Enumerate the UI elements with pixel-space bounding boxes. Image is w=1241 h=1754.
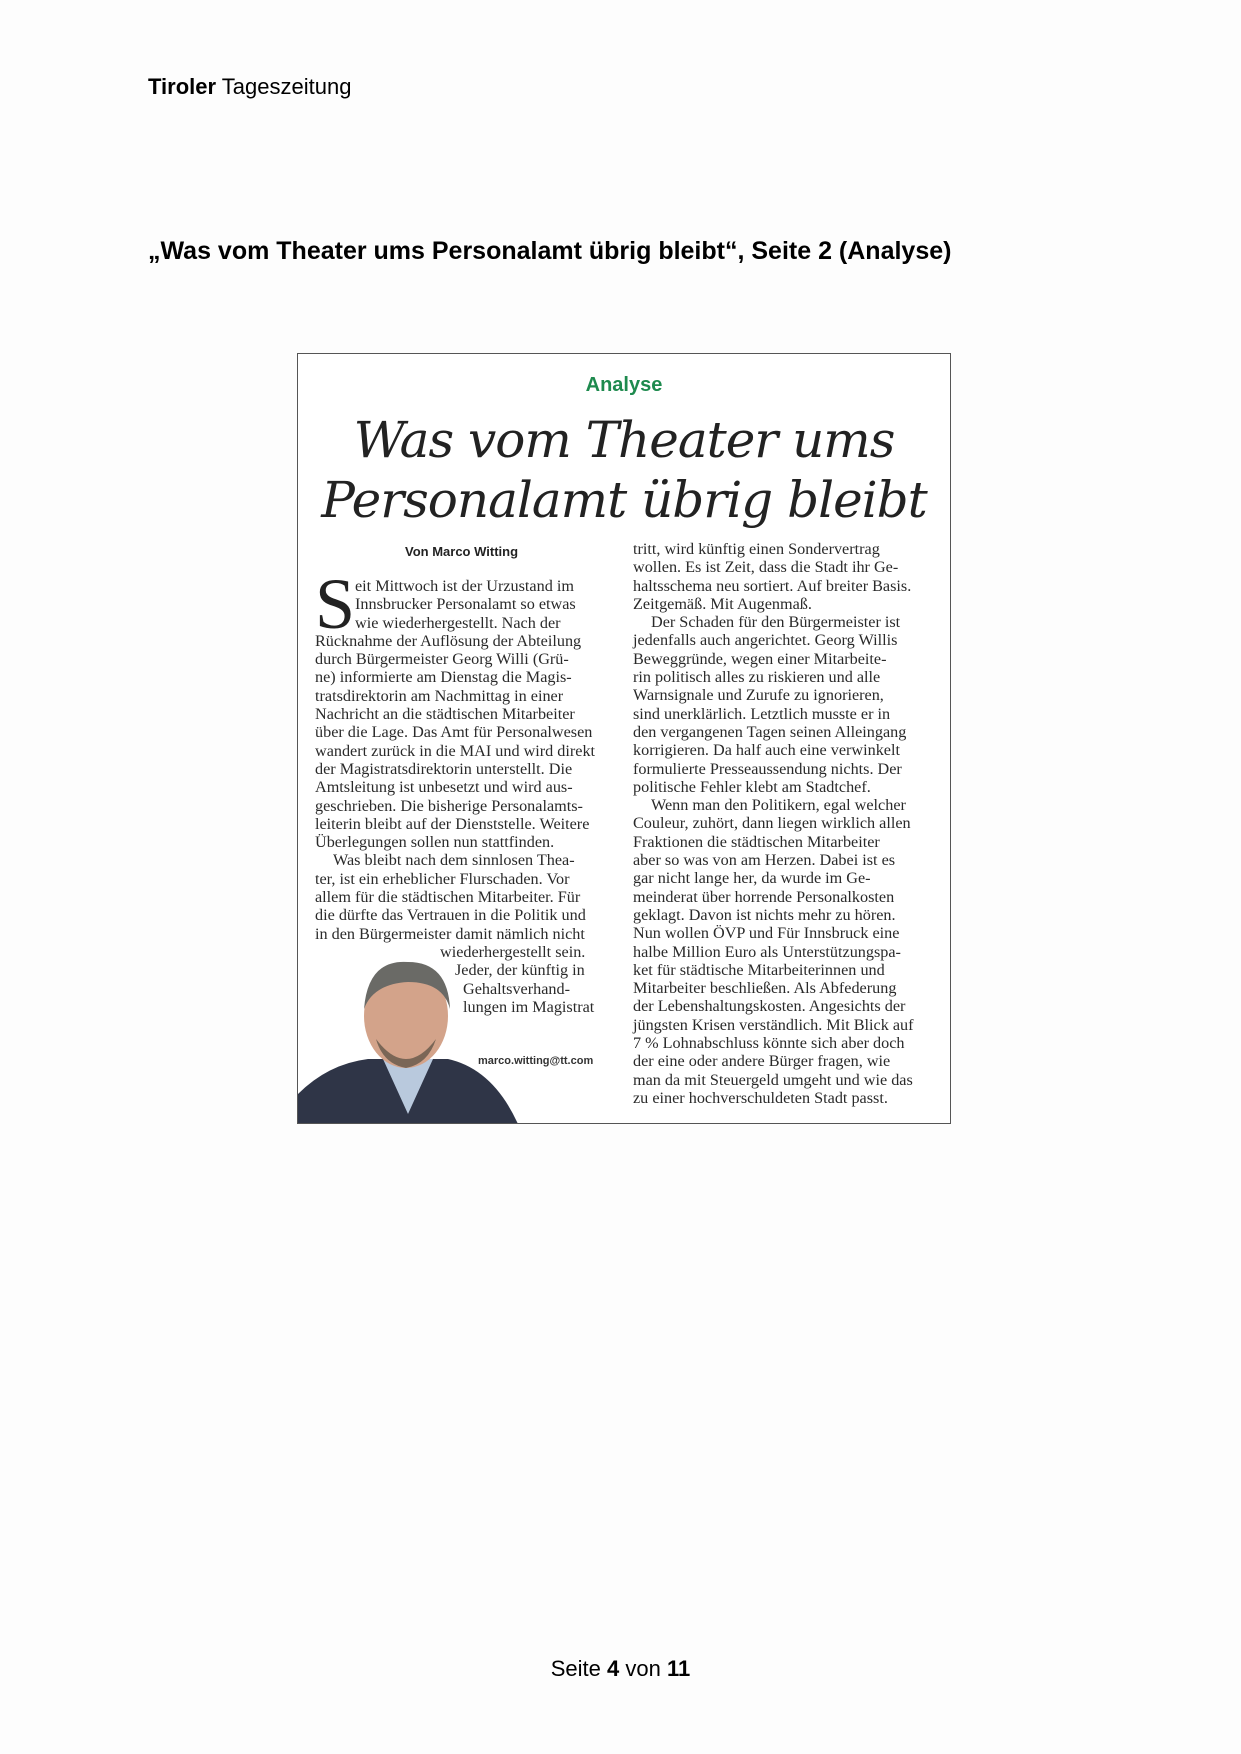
article-byline: Von Marco Witting — [405, 544, 519, 559]
article-column-left — [315, 577, 615, 1016]
article-line: allem für die städtischen Mitarbeiter. Für — [315, 888, 581, 907]
article-line: tratsdirektorin am Nachmittag in einer — [315, 686, 564, 705]
article-line: aber so was von am Herzen. Dabei ist es — [633, 851, 896, 870]
article-line: korrigieren. Da half auch eine verwinkelt — [633, 741, 900, 760]
article-line: wiederhergestellt sein. — [440, 942, 586, 961]
article-line: ter, ist ein erheblicher Flurschaden. Vor — [315, 869, 570, 888]
article-line: leiterin bleibt auf der Dienststelle. Weitere — [315, 814, 590, 833]
article-line: politische Fehler klebt am Stadtchef. — [633, 777, 871, 796]
article-line: wandert zurück in die MAI und wird direkt — [315, 741, 596, 760]
article-headline — [298, 410, 950, 530]
article-line: Fraktionen die städtischen Mitarbeiter — [633, 832, 880, 851]
article-line: den vergangenen Tagen seinen Alleingang — [633, 722, 907, 741]
headline-line: Personalamt übrig bleibt — [321, 471, 927, 529]
article-line: haltsschema neu sortiert. Auf breiter Basis. — [633, 576, 912, 595]
total-pages: 11 — [667, 1656, 691, 1681]
document-title: „Was vom Theater ums Personalamt übrig bleibt“, Seite 2 (Analyse) — [148, 237, 952, 265]
article-line: Zeitgemäß. Mit Augenmaß. — [633, 594, 812, 613]
page-number — [0, 1656, 1241, 1682]
article-line: durch Bürgermeister Georg Willi (Grü- — [315, 650, 569, 669]
brand-bold: Tiroler — [148, 74, 217, 99]
article-line: in den Bürgermeister damit nämlich nicht — [315, 924, 585, 943]
article-line: wollen. Es ist Zeit, dass die Stadt ihr Ge- — [633, 558, 899, 577]
article-line: Rücknahme der Auflösung der Abteilung — [315, 631, 582, 650]
article-line: ket für städtische Mitarbeiterinnen und — [633, 960, 885, 979]
article-line: meinderat über horrende Personalkosten — [633, 887, 895, 906]
article-line: jedenfalls auch angerichtet. Georg Willis — [633, 631, 898, 650]
article-line: sind unerklärlich. Letztlich musste er in — [633, 704, 891, 723]
article-line: Amtsleitung ist unbesetzt und wird aus- — [315, 778, 573, 797]
article-line: zu einer hochverschuldeten Stadt passt. — [633, 1088, 888, 1107]
article-line: ne) informierte am Dienstag die Magis- — [315, 668, 572, 687]
article-line: Gehaltsverhand- — [463, 979, 570, 998]
article-line: der Lebenshaltungskosten. Angesichts der — [633, 997, 906, 1016]
article-line: man da mit Steuergeld umgeht und wie das — [633, 1070, 913, 1089]
article-line: 7 % Lohnabschluss könnte sich aber doch — [633, 1034, 905, 1053]
article-line: über die Lage. Das Amt für Personalwesen — [315, 723, 593, 742]
article-line: der eine oder andere Bürger fragen, wie — [633, 1052, 891, 1071]
article-line: Nun wollen ÖVP und Für Innsbruck eine — [633, 924, 900, 943]
article-line: Der Schaden für den Bürgermeister ist — [651, 613, 901, 632]
article-line: Was bleibt nach dem sinnlosen Thea- — [333, 851, 575, 870]
article-line: Jeder, der künftig in — [455, 961, 585, 980]
page-separator: von — [625, 1656, 661, 1681]
article-line: geschrieben. Die bisherige Personalamts- — [315, 796, 583, 815]
headline-line: Was vom Theater ums — [353, 411, 895, 469]
drop-cap: S — [315, 564, 356, 644]
article-line: Couleur, zuhört, dann liegen wirklich allen — [633, 814, 911, 833]
article-kicker: Analyse — [585, 374, 663, 396]
article-line: halbe Million Euro als Unterstützungspa- — [633, 942, 901, 961]
article-line: rin politisch alles zu riskieren und alle — [633, 668, 881, 687]
brand-regular: Tageszeitung — [221, 74, 352, 99]
article-line: formulierte Presseaussendung nichts. Der — [633, 759, 902, 778]
article-line: eit Mittwoch ist der Urzustand im — [355, 577, 574, 595]
article-line: tritt, wird künftig einen Sondervertrag — [633, 540, 880, 558]
article-line: wie wiederhergestellt. Nach der — [355, 613, 561, 632]
article-line: die dürfte das Vertrauen in die Politik und — [315, 906, 586, 925]
author-email: marco.witting@tt.com — [478, 1055, 594, 1067]
article-line: Innsbrucker Personalamt so etwas — [355, 595, 576, 614]
article-line: der Magistratsdirektorin unterstellt. Die — [315, 759, 573, 778]
article-line: Mitarbeiter beschließen. Als Abfederung — [633, 979, 897, 998]
article-line: gar nicht lange her, da wurde im Ge- — [633, 869, 871, 888]
article-line: Wenn man den Politikern, egal welcher — [651, 796, 906, 815]
publication-brand — [148, 74, 351, 100]
article-line: Beweggründe, wegen einer Mitarbeite- — [633, 649, 887, 668]
current-page: 4 — [607, 1656, 620, 1681]
article-line: jüngsten Krisen verständlich. Mit Blick auf — [633, 1015, 914, 1034]
article-line: geklagt. Davon ist nichts mehr zu hören. — [633, 905, 896, 924]
page-prefix: Seite — [550, 1656, 601, 1681]
article-line: lungen im Magistrat — [463, 997, 595, 1016]
article-line: Nachricht an die städtischen Mitarbeiter — [315, 705, 575, 724]
article-line: Warnsignale und Zurufe zu ignorieren, — [633, 686, 884, 705]
article-line: Überlegungen sollen nun stattfinden. — [315, 833, 555, 852]
article-column-right — [633, 540, 933, 1107]
newspaper-clipping — [297, 353, 951, 1124]
